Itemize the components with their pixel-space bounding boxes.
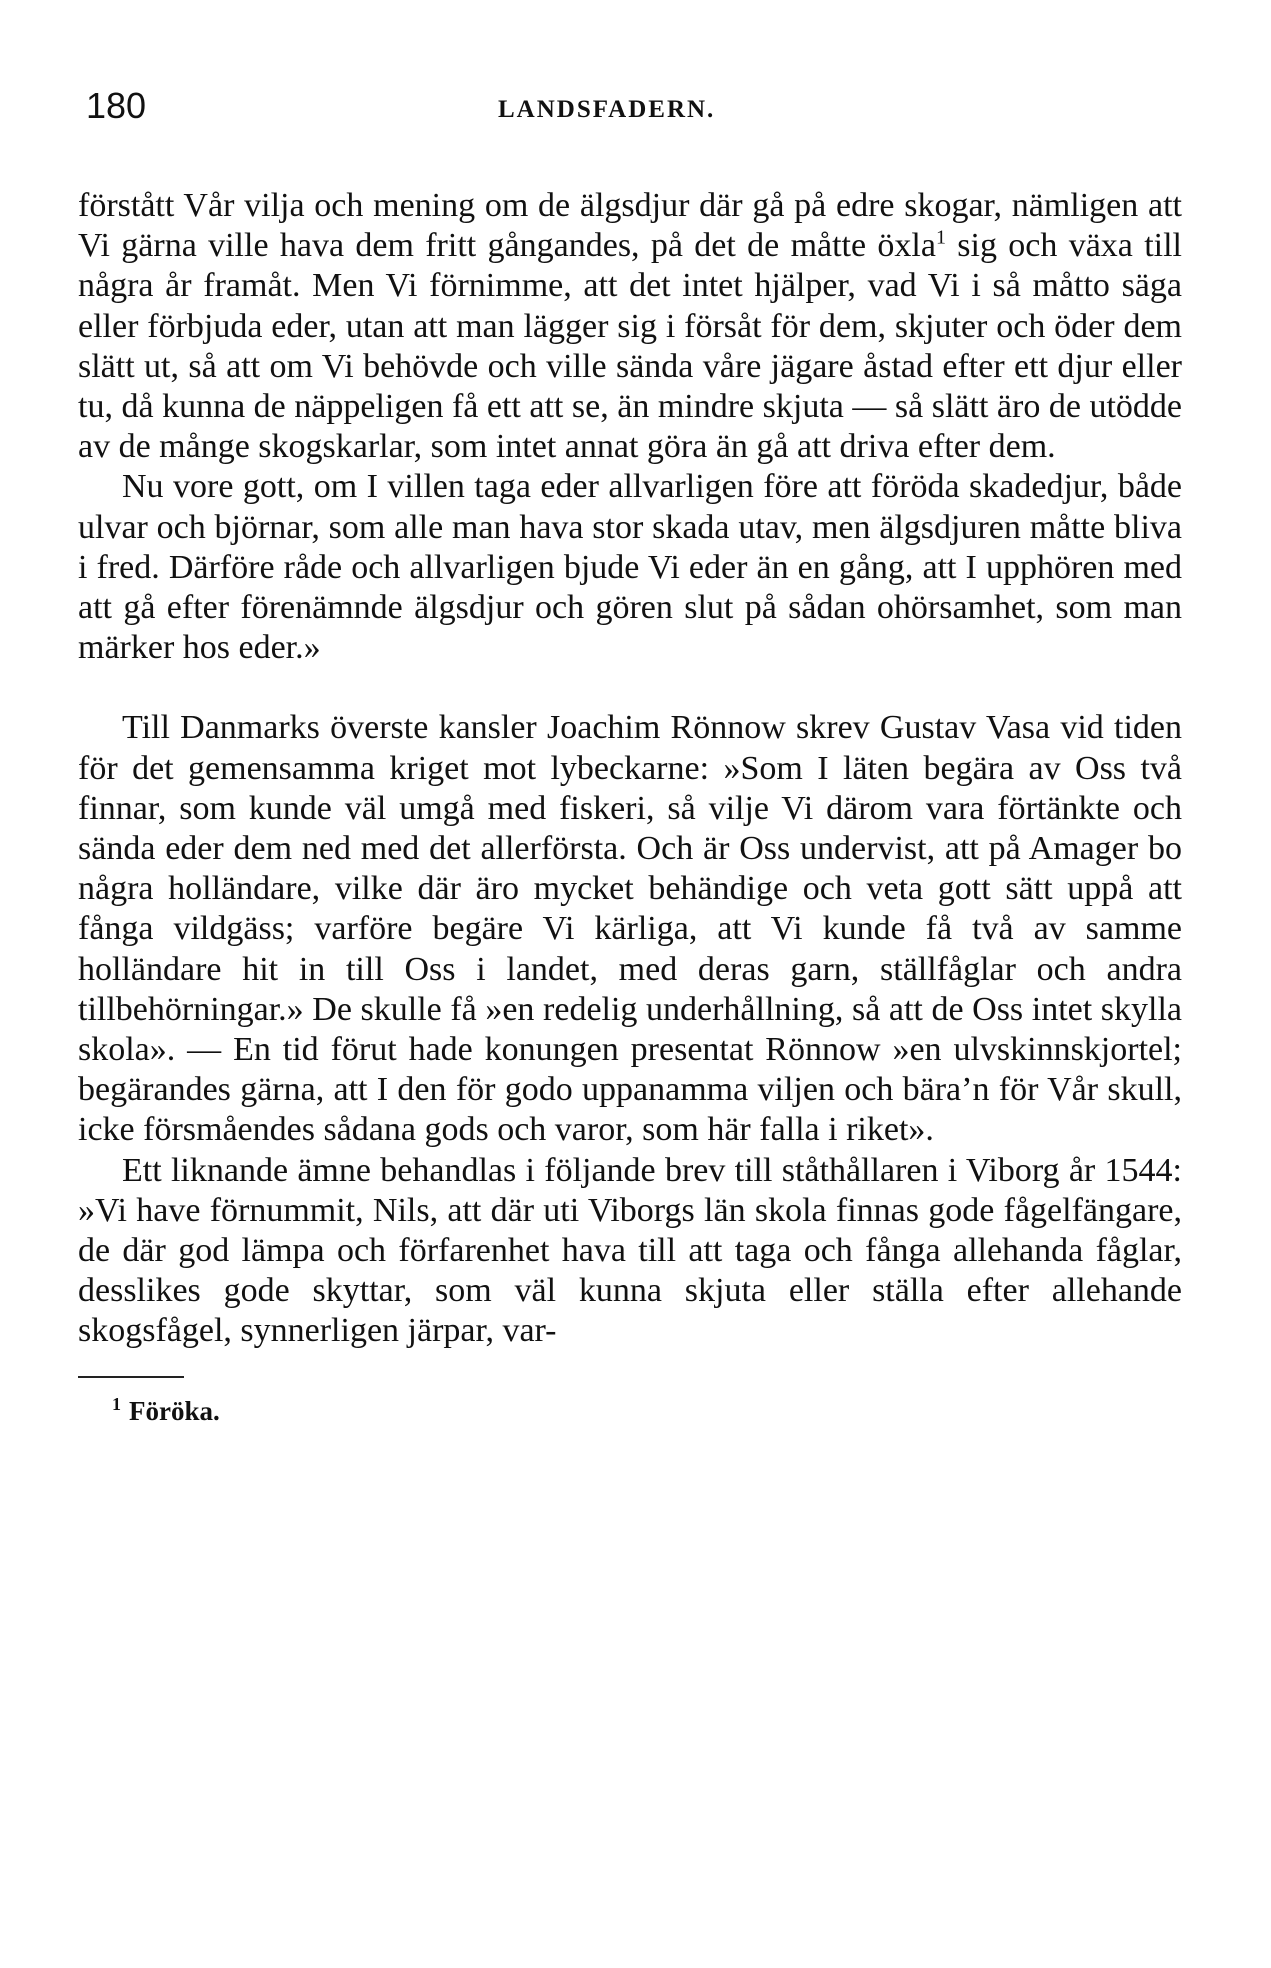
footnote-mark: 1	[112, 1393, 121, 1414]
paragraph-4: Ett liknande ämne behandlas i följande brev till ståthållaren i Viborg år 1544: »Vi have förnummit, Nils, att där uti Viborgs län skola finnas gode fågelfängare, de där god lämpa och förfarenhet hava till att taga och fånga allehanda fåglar, desslikes gode skyttar, som väl kunna skjuta eller ställa efter allehande skogsfågel, synnerligen järpar, var-	[78, 1151, 1182, 1350]
paragraph-1-text-b: sig och växa till några år framåt. Men Vi förnimme, att det intet hjälper, vad Vi i så måtto säga eller förbjuda eder, utan att man lägger sig i försåt för dem, skjuter och öder dem slätt ut, så att om Vi behövde och ville sända våre jägare åstad efter ett djur eller tu, då kunna de näppeligen få ett att se, än mindre skjuta — så slätt äro de utödde av de månge skogskarlar, som intet annat göra än gå att driva efter dem.	[78, 227, 1182, 466]
body-text	[78, 186, 1182, 1352]
footnote-divider	[78, 1376, 184, 1378]
paragraph-1	[78, 186, 1182, 467]
paragraph-3: Till Danmarks överste kansler Joachim Rönnow skrev Gustav Vasa vid tiden för det gemensamma kriget mot lybeckarne: »Som I läten begära av Oss två finnar, som kunde väl umgå med fiskeri, så vilje Vi därom vara förtänkte och sända eder dem ned med det allerförsta. Och är Oss undervist, att på Amager bo några holländare, vilke där äro mycket behändige och veta gott sätt uppå att fånga vildgäss; varföre begäre Vi kärliga, att Vi kunde få två av samme holländare hit in till Oss i landet, med deras garn, ställfåglar och andra tillbehörningar.» De skulle få »en redelig underhållning, så att de Oss intet skylla skola». — En tid förut hade konungen presentat Rönnow »en ulvskinnskjortel; begärandes gärna, att I den för godo uppanamma viljen och bära’n för Vår skull, icke försmåendes sådana gods och varor, som här falla i riket».	[78, 709, 1182, 1149]
footnote-reference: 1	[935, 226, 946, 249]
paragraph-2: Nu vore gott, om I villen taga eder allvarligen före att föröda skadedjur, både ulvar och björnar, som alle man hava stor skada utav, men älgsdjuren måtte bliva i fred. Därföre råde och allvarligen bjude Vi eder än en gång, att I upphören med att gå efter förenämnde älgsdjur och gören slut på sådan ohörsamhet, som man märker hos eder.»	[78, 468, 1182, 667]
book-page	[78, 84, 1182, 1428]
footnote-text: Föröka.	[129, 1395, 220, 1426]
footnote	[78, 1394, 1182, 1428]
running-title: LANDSFADERN.	[498, 96, 716, 123]
paragraph-1-text-a: förstått Vår vilja och mening om de älgsdjur där gå på edre skogar, nämligen att Vi gärna ville hava dem fritt gångandes, på det de måtte öxla	[78, 187, 1182, 265]
page-number: 180	[86, 85, 147, 126]
page-header	[78, 84, 1182, 144]
